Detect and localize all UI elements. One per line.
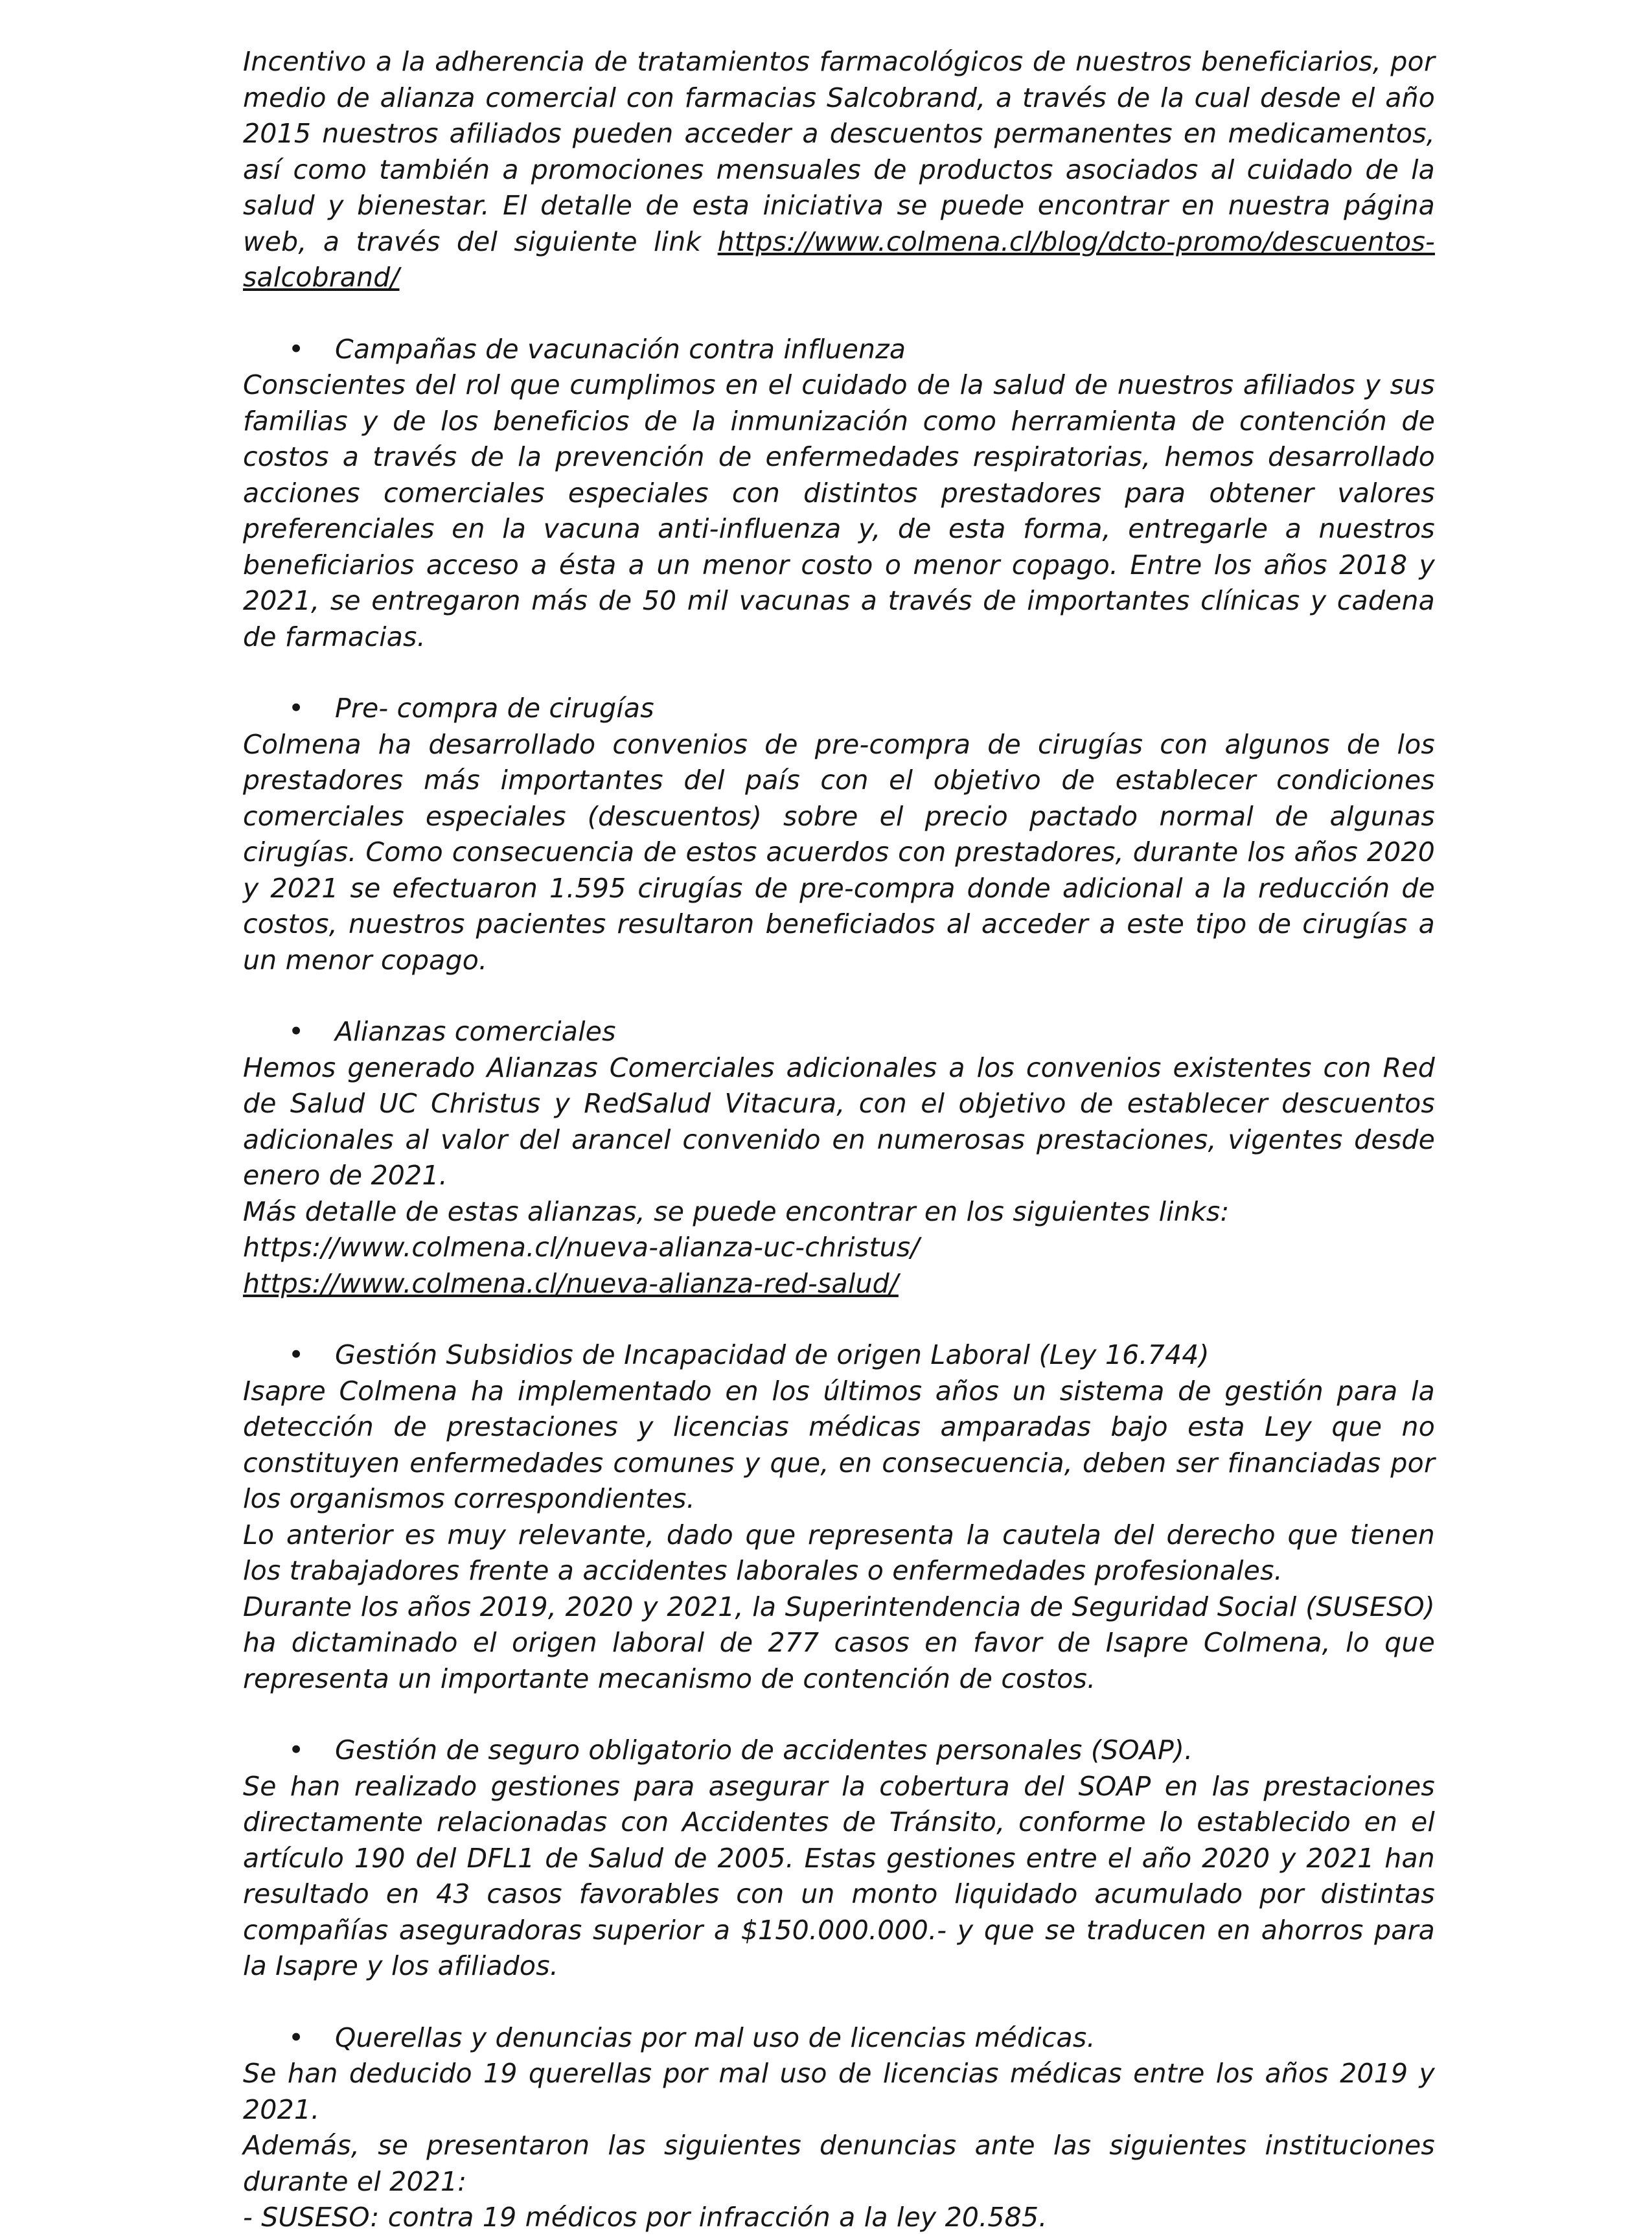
body-paragraph: Durante los años 2019, 2020 y 2021, la Superintendencia de Seguridad Social (SUSESO) ha dictaminado el origen laboral de 277 casos en favor de Isapre Colmena, lo que representa un importante mecanismo de contención de costos. <box>243 1591 1435 1694</box>
section-title <box>243 691 1435 727</box>
body-paragraph: Hemos generado Alianzas Comerciales adicionales a los convenios existentes con Red de Salud UC Christus y RedSalud Vitacura, con el objetivo de establecer descuentos adicionales al valor del arancel convenido en numerosas prestaciones, vigentes desde enero de 2021. <box>243 1052 1435 1191</box>
body-paragraph: Colmena ha desarrollado convenios de pre-compra de cirugías con algunos de los prestadores más importantes del país con el objetivo de establecer condiciones comerciales especiales (descuentos) sobre el precio pactado normal de algunas cirugías. Como consecuencia de estos acuerdos con prestadores, durante los años 2020 y 2021 se efectuaron 1.595 cirugías de pre-compra donde adicional a la reducción de costos, nuestros pacientes resultaron beneficiados al acceder a este tipo de cirugías a un menor copago. <box>243 728 1435 976</box>
section-title <box>243 2020 1435 2057</box>
bullet-icon: • <box>288 1016 304 1047</box>
section-body <box>243 1050 1435 1302</box>
body-paragraph: Isapre Colmena ha implementado en los últimos años un sistema de gestión para la detección de prestaciones y licencias médicas amparadas bajo esta Ley que no constituyen enfermedades comunes y que, en consecuencia, deben ser financiadas por los organismos correspondientes. <box>243 1375 1435 1514</box>
bullet-icon: • <box>288 1339 304 1370</box>
uc-christus-link[interactable]: https://www.colmena.cl/nueva-alianza-uc-christus/ <box>243 1232 920 1263</box>
section-body <box>243 1374 1435 1698</box>
section-body <box>243 1769 1435 1985</box>
body-paragraph: Se han realizado gestiones para asegurar la cobertura del SOAP en las prestaciones directamente relacionadas con Accidentes de Tránsito, conforme lo establecido en el artículo 190 del DFL1 de Salud de 2005. Estas gestiones entre el año 2020 y 2021 han resultado en 43 casos favorables con un monto liquidado acumulado por distintas compañías aseguradoras superior a $150.000.000.- y que se traducen en ahorros para la Isapre y los afiliados. <box>243 1770 1435 1981</box>
section-title-text: Campañas de vacunación contra influenza <box>335 333 906 365</box>
body-paragraph: Conscientes del rol que cumplimos en el cuidado de la salud de nuestros afiliados y sus familias y de los beneficios de la inmunización como herramienta de contención de costos a través de la prevención de enfermedades respiratorias, hemos desarrollado acciones comerciales especiales con distintos prestadores para obtener valores preferenciales en la vacuna anti-influenza y, de esta forma, entregarle a nuestros beneficiarios acceso a ésta a un menor costo o menor copago. Entre los años 2018 y 2021, se entregaron más de 50 mil vacunas a través de importantes clínicas y cadena de farmacias. <box>243 369 1435 652</box>
bullet-icon: • <box>288 693 304 724</box>
section-title-text: Gestión de seguro obligatorio de accidentes personales (SOAP). <box>335 1735 1193 1766</box>
section-title <box>243 1014 1435 1050</box>
section-body <box>243 367 1435 655</box>
links-intro: Más detalle de estas alianzas, se puede encontrar en los siguientes links: <box>243 1195 1230 1227</box>
section-body <box>243 727 1435 979</box>
body-paragraph: Lo anterior es muy relevante, dado que representa la cautela del derecho que tienen los trabajadores frente a accidentes laborales o enfermedades profesionales. <box>243 1519 1435 1586</box>
section-subsidios <box>243 1337 1435 1697</box>
body-paragraph: - SUSESO: contra 19 médicos por infracción a la ley 20.585. <box>243 2202 1048 2233</box>
salcobrand-link[interactable]: https://www.colmena.cl/blog/dcto-promo/descuentos-salcobrand/ <box>243 225 1435 293</box>
section-querellas <box>243 2020 1435 2236</box>
section-title-text: Alianzas comerciales <box>335 1016 616 1047</box>
section-title <box>243 1337 1435 1374</box>
section-soap <box>243 1733 1435 1985</box>
document-page <box>243 44 1435 2236</box>
section-title-text: Gestión Subsidios de Incapacidad de origen Laboral (Ley 16.744) <box>335 1339 1210 1370</box>
section-title <box>243 1733 1435 1769</box>
section-title-text: Pre- compra de cirugías <box>335 693 654 724</box>
section-body <box>243 2056 1435 2236</box>
bullet-icon: • <box>288 1735 304 1766</box>
intro-paragraph <box>243 44 1435 296</box>
bullet-icon: • <box>288 2022 304 2053</box>
section-vacunacion <box>243 332 1435 656</box>
section-title <box>243 332 1435 368</box>
section-title-text: Querellas y denuncias por mal uso de licencias médicas. <box>335 2022 1096 2053</box>
section-precompra <box>243 691 1435 978</box>
bullet-icon: • <box>288 333 304 365</box>
body-paragraph: Se han deducido 19 querellas por mal uso de licencias médicas entre los años 2019 y 2021. <box>243 2058 1435 2125</box>
section-alianzas <box>243 1014 1435 1302</box>
body-paragraph: Además, se presentaron las siguientes denuncias ante las siguientes instituciones durante el 2021: <box>243 2130 1435 2197</box>
intro-text: Incentivo a la adherencia de tratamientos farmacológicos de nuestros beneficiarios, por medio de alianza comercial con farmacias Salcobrand, a través de la cual desde el año 2015 nuestros afiliados pueden acceder a descuentos permanentes en medicamentos, así como también a promociones mensuales de productos asociados al cuidado de la salud y bienestar. El detalle de esta iniciativa se puede encontrar en nuestra página web, a través del siguiente link <box>243 46 1435 257</box>
red-salud-link[interactable]: https://www.colmena.cl/nueva-alianza-red-salud/ <box>243 1267 899 1299</box>
